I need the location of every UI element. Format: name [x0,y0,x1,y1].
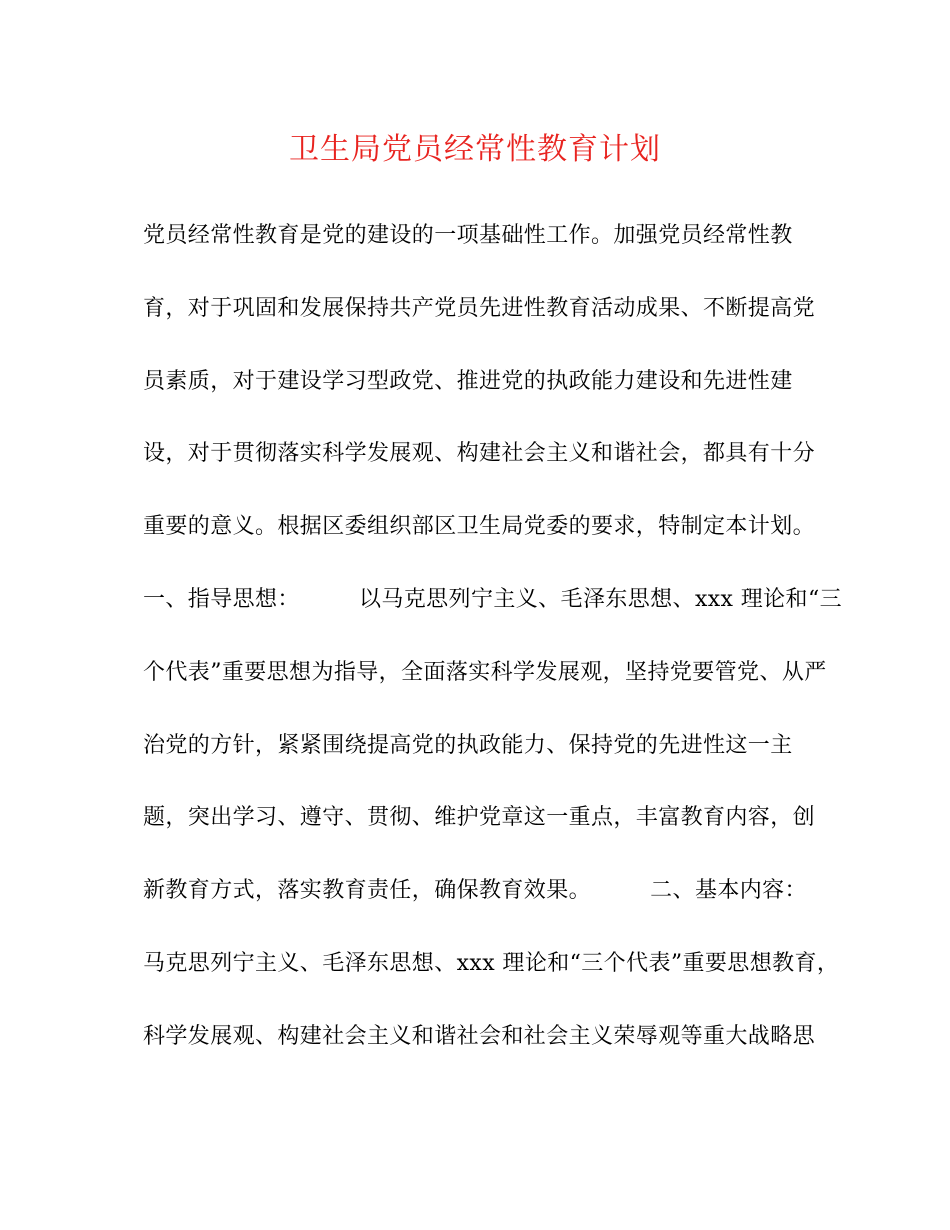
document-body [143,214,843,1088]
body-line: 马克思列宁主义、毛泽东思想、xxx 理论和“三个代表”重要思想教育， [143,950,840,976]
body-line: 科学发展观、构建社会主义和谐社会和社会主义荣辱观等重大战略思 [143,1023,816,1049]
body-line: 重要的意义。根据区委组织部区卫生局党委的要求，特制定本计划。 [143,514,816,540]
body-line: 新教育方式，落实教育责任，确保教育效果。 二、基本内容： [143,878,807,904]
body-line: 设，对于贯彻落实科学发展观、构建社会主义和谐社会，都具有十分 [143,441,816,467]
body-line: 治党的方针，紧紧围绕提高党的执政能力、保持党的先进性这一主 [143,732,793,758]
document-title: 卫生局党员经常性教育计划 [289,132,661,167]
body-line: 育，对于巩固和发展保持共产党员先进性教育活动成果、不断提高党 [143,295,816,321]
body-line: 题，突出学习、遵守、贯彻、维护党章这一重点，丰富教育内容，创 [143,805,816,831]
body-line: 个代表”重要思想为指导，全面落实科学发展观，坚持党要管党、从严 [143,659,827,685]
body-line: 员素质，对于建设学习型政党、推进党的执政能力建设和先进性建 [143,368,793,394]
body-line: 一、指导思想： 以马克思列宁主义、毛泽东思想、xxx 理论和“三 [143,586,843,612]
body-line: 党员经常性教育是党的建设的一项基础性工作。加强党员经常性教 [143,223,793,248]
